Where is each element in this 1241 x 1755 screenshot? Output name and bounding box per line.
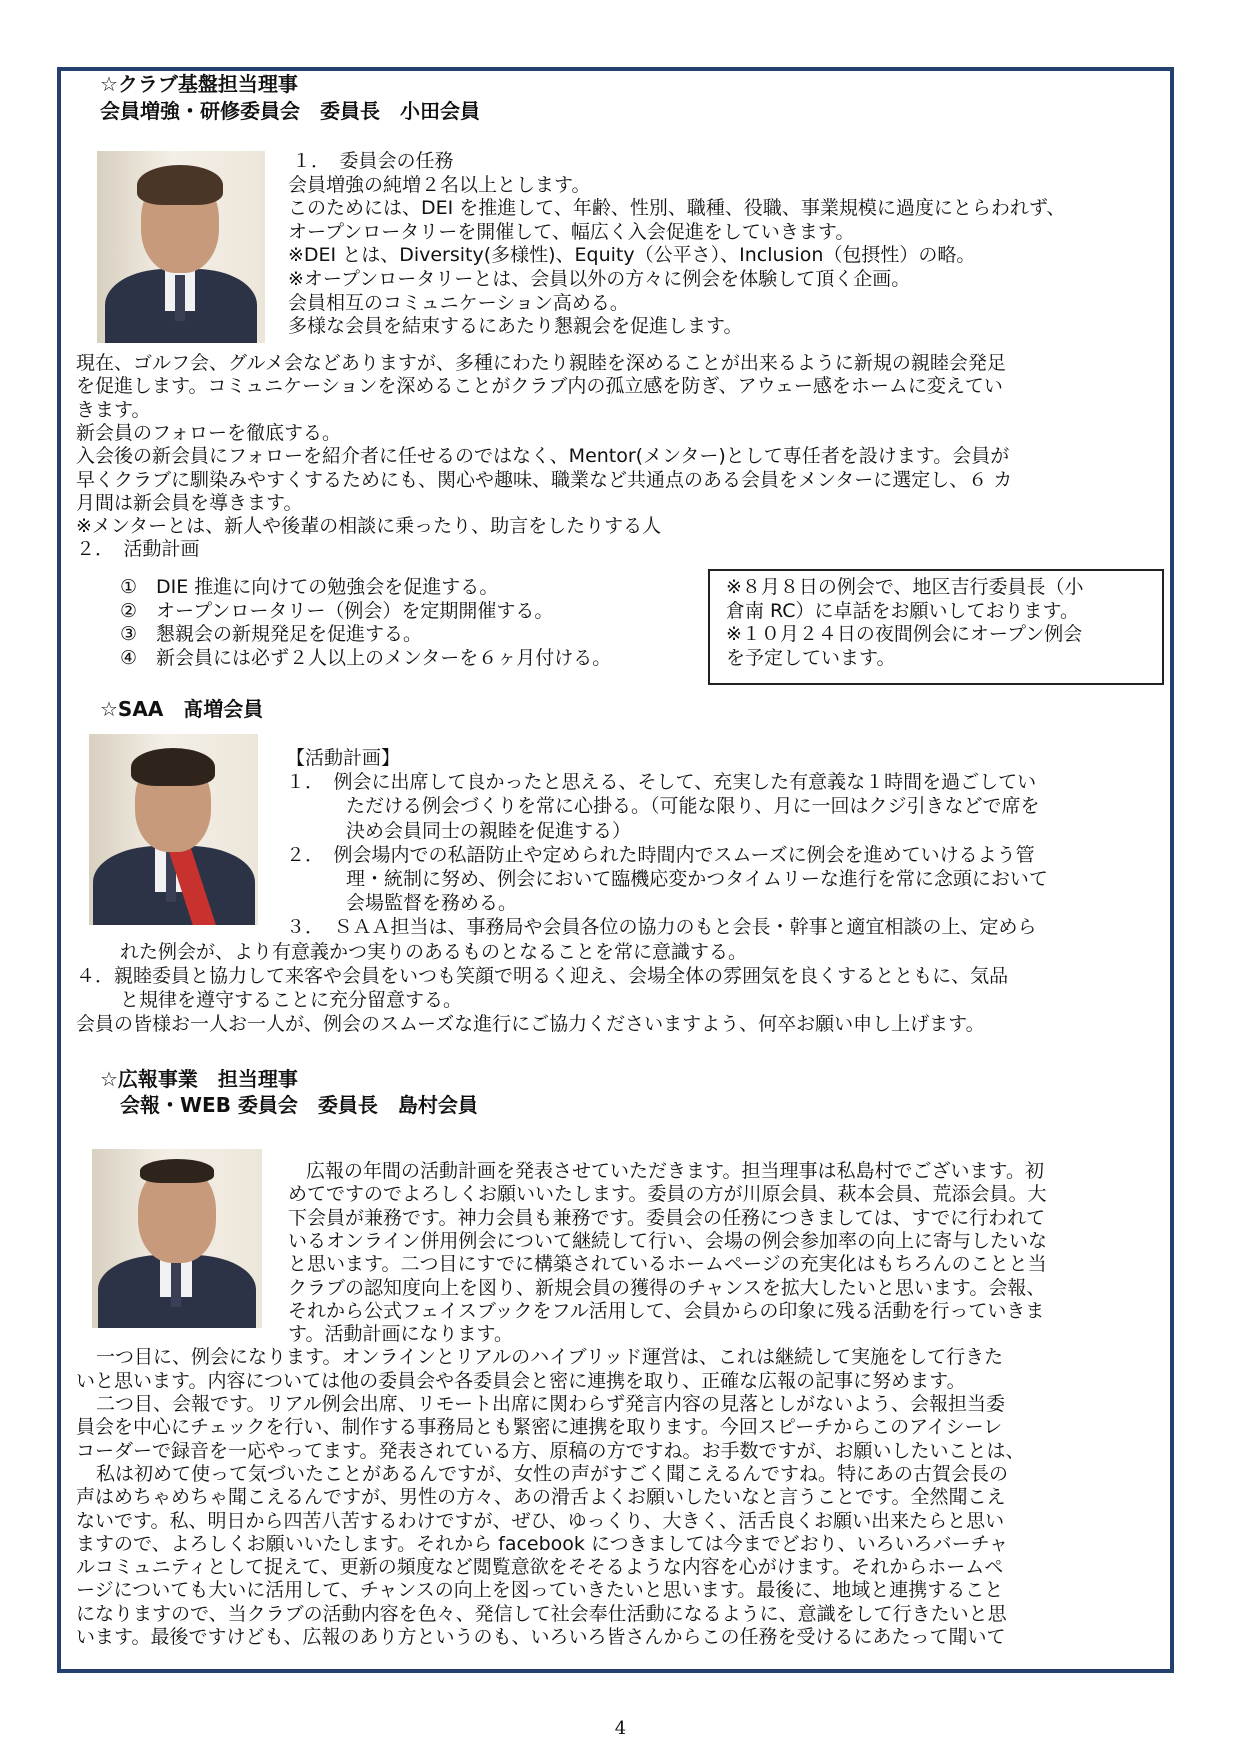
section3-heading: ☆広報事業 担当理事 <box>100 1067 298 1091</box>
saa-plan-line: 会場監督を務める。 <box>346 892 518 915</box>
body-line: 二つ目、会報です。リアル例会出席、リモート出席に関わらず発言内容の見落としがないよう、会報担当委 <box>96 1393 1005 1415</box>
saa-plan-line: 会員の皆様お一人お一人が、例会のスムーズな進行にご協力くださいますよう、何卒お願い申し上げます。 <box>76 1013 985 1036</box>
member-photo-takamasu <box>89 734 258 925</box>
body-line: 広報の年間の活動計画を発表させていただきます。担当理事は私島村でございます。初 <box>306 1160 1044 1182</box>
notice-line: ※８月８日の例会で、地区吉行委員長（小 <box>726 576 1084 598</box>
body-line: と思います。二つ目にすでに構築されているホームページの充実化はもちろんのことと当 <box>288 1253 1047 1276</box>
saa-plan-line: れた例会が、より有意義かつ実りのあるものとなることを常に意識する。 <box>120 940 748 963</box>
paragraph-line: 早くクラブに馴染みやすくするためにも、関心や趣味、職業など共通点のある会員をメンターに選定し、６ カ <box>76 468 1013 491</box>
plan-item: ② オープンロータリー（例会）を定期開催する。 <box>120 599 554 622</box>
notice-line: を予定しています。 <box>726 646 896 669</box>
plan-item: ① DIE 推進に向けての勉強会を促進する。 <box>120 576 499 598</box>
plan-item: ④ 新会員には必ず２人以上のメンターを６ヶ月付ける。 <box>120 646 612 669</box>
section1-heading: ☆クラブ基盤担当理事 <box>100 72 298 96</box>
body-line: いるオンライン併用例会について継続して行い、会場の例会参加率の向上に寄与したいな <box>288 1229 1048 1252</box>
body-line: コーダーで録音を一応やってます。発表されている方、原稿の方ですね。お手数ですが、お願いしたいことは、 <box>76 1439 1025 1462</box>
paragraph-line: 入会後の新会員にフォローを紹介者に任せるのではなく、Mentor(メンター)として専任者を設けます。会員が <box>76 445 1010 468</box>
body-line: ますので、よろしくお願いいたします。それから facebook につきましては今までどおり、いろいろバーチャ <box>76 1532 1009 1555</box>
member-photo-oda <box>97 151 265 343</box>
saa-plan-line: と規律を遵守することに充分留意する。 <box>120 989 463 1011</box>
paragraph-line: 新会員のフォローを徹底する。 <box>76 421 342 444</box>
duty-line: 多様な会員を結束するにあたり懇親会を促進します。 <box>288 315 743 338</box>
body-line: 員会を中心にチェックを行い、制作する事務局とも緊密に連携を取ります。今回スピーチからこのアイシーレ <box>76 1416 1003 1439</box>
saa-plan-line: 理・統制に努め、例会において臨機応変かつタイムリーな進行を常に念頭において <box>346 868 1048 890</box>
saa-plan-line: １． 例会に出席して良かったと思える、そして、充実した有意義な１時間を過ごしてい <box>286 771 1037 794</box>
body-line: 一つ目に、例会になります。オンラインとリアルのハイブリッド運営は、これは継続して実施をして行きた <box>96 1346 1004 1369</box>
notice-line: ※１０月２４日の夜間例会にオープン例会 <box>726 623 1083 645</box>
saa-plan-line: ３． ＳＡＡ担当は、事務局や会員各位の協力のもと会長・幹事と適宜相談の上、定めら <box>286 916 1037 939</box>
section1-subheading: 会員増強・研修委員会 委員長 小田会員 <box>100 99 480 123</box>
paragraph-line: を促進します。コミュニケーションを深めることがクラブ内の孤立感を防ぎ、アウェー感をホームに変えてい <box>76 375 1003 398</box>
saa-plan-line: 決め会員同士の親睦を促進する） <box>346 819 632 842</box>
paragraph-line: きます。 <box>76 398 151 421</box>
body-line: クラブの認知度向上を図り、新規会員の獲得のチャンスを拡大したいと思います。会報、 <box>288 1276 1046 1299</box>
plan-item: ③ 懇親会の新規発足を促進する。 <box>120 623 423 645</box>
notice-line: 倉南 RC）に卓話をお願いしております。 <box>726 599 1080 622</box>
saa-plan-line: ただける例会づくりを常に心掛る。（可能な限り、月に一回はクジ引きなどで席を <box>346 795 1040 818</box>
body-line: ルコミュニティとして捉えて、更新の頻度など閲覧意欲をそそるような内容を心がけます。それからホームペ <box>76 1556 1004 1579</box>
body-line: 下会員が兼務です。神力会員も兼務です。委員会の任務につきましては、すでに行われて <box>288 1206 1046 1229</box>
body-line: す。活動計画になります。 <box>288 1323 513 1346</box>
body-line: それから公式フェイスブックをフル活用して、会員からの印象に残る活動を行っていきま <box>288 1299 1045 1322</box>
duty-line: ※DEI とは、Diversity(多様性)、Equity（公平さ）、Inclusion（包摂性）の略。 <box>288 244 976 267</box>
body-line: 私は初めて使って気づいたことがあるんですが、女性の声がすごく聞こえるんですね。特にあの古賀会長の <box>96 1462 1009 1485</box>
duty-line: オープンロータリーを開催して、幅広く入会促進をしていきます。 <box>288 220 855 243</box>
paragraph-line: 月間は新会員を導きます。 <box>76 491 303 514</box>
saa-plan-line: ２． 例会場内での私語防止や定められた時間内でスムーズに例会を進めていけるよう管 <box>286 843 1035 866</box>
saa-plan-line: ４．親睦委員と協力して来客や会員をいつも笑顔で明るく迎え、会場全体の雰囲気を良くするとともに、気品 <box>76 964 1009 987</box>
body-line: になりますので、当クラブの活動内容を色々、発信して社会奉仕活動になるように、意識をして行きたいと思 <box>76 1602 1007 1625</box>
paragraph-line: ※メンターとは、新人や後輩の相談に乗ったり、助言をしたりする人 <box>76 515 662 538</box>
duty-line: ※オープンロータリーとは、会員以外の方々に例会を体験して頂く企画。 <box>288 268 911 290</box>
body-line: います。最後ですけども、広報のあり方というのも、いろいろ皆さんからこの任務を受けるにあたって聞いて <box>76 1626 1006 1648</box>
body-line: ないです。私、明日から四苦八苦するわけですが、ぜひ、ゆっくり、大きく、活舌良くお願い出来たらと思い <box>76 1509 1005 1532</box>
body-line: めてですのでよろしくお願いいたします。委員の方が川原会員、萩本会員、荒添会員。大 <box>288 1183 1047 1206</box>
duty-line: １． 委員会の任務 <box>292 150 454 172</box>
body-line: 声はめちゃめちゃ聞こえるんですが、男性の方々、あの滑舌よくお願いしたいなと言うことです。全然聞こえ <box>76 1486 1006 1509</box>
section3-subheading: 会報・WEB 委員会 委員長 島村会員 <box>120 1093 478 1117</box>
duty-line: 会員相互のコミュニケーション高める。 <box>288 291 629 314</box>
paragraph-line: 現在、ゴルフ会、グルメ会などありますが、多種にわたり親睦を深めることが出来るように新規の親睦会発足 <box>76 352 1006 374</box>
saa-plan-line: 【活動計画】 <box>286 747 401 769</box>
body-line: いと思います。内容については他の委員会や各委員会と密に連携を取り、正確な広報の記事に努めます。 <box>76 1369 966 1392</box>
member-photo-shimamura <box>92 1149 262 1328</box>
duty-line: 会員増強の純増２名以上とします。 <box>288 173 591 196</box>
page-number: 4 <box>614 1718 627 1739</box>
duty-line: このためには、DEI を推進して、年齢、性別、職種、役職、事業規模に過度にとらわれず、 <box>288 197 1066 220</box>
paragraph-line: ２． 活動計画 <box>76 538 200 561</box>
body-line: ージについても大いに活用して、チャンスの向上を図っていきたいと思います。最後に、地域と連携すること <box>76 1579 1004 1602</box>
section2-heading: ☆SAA 髙増会員 <box>100 697 264 721</box>
